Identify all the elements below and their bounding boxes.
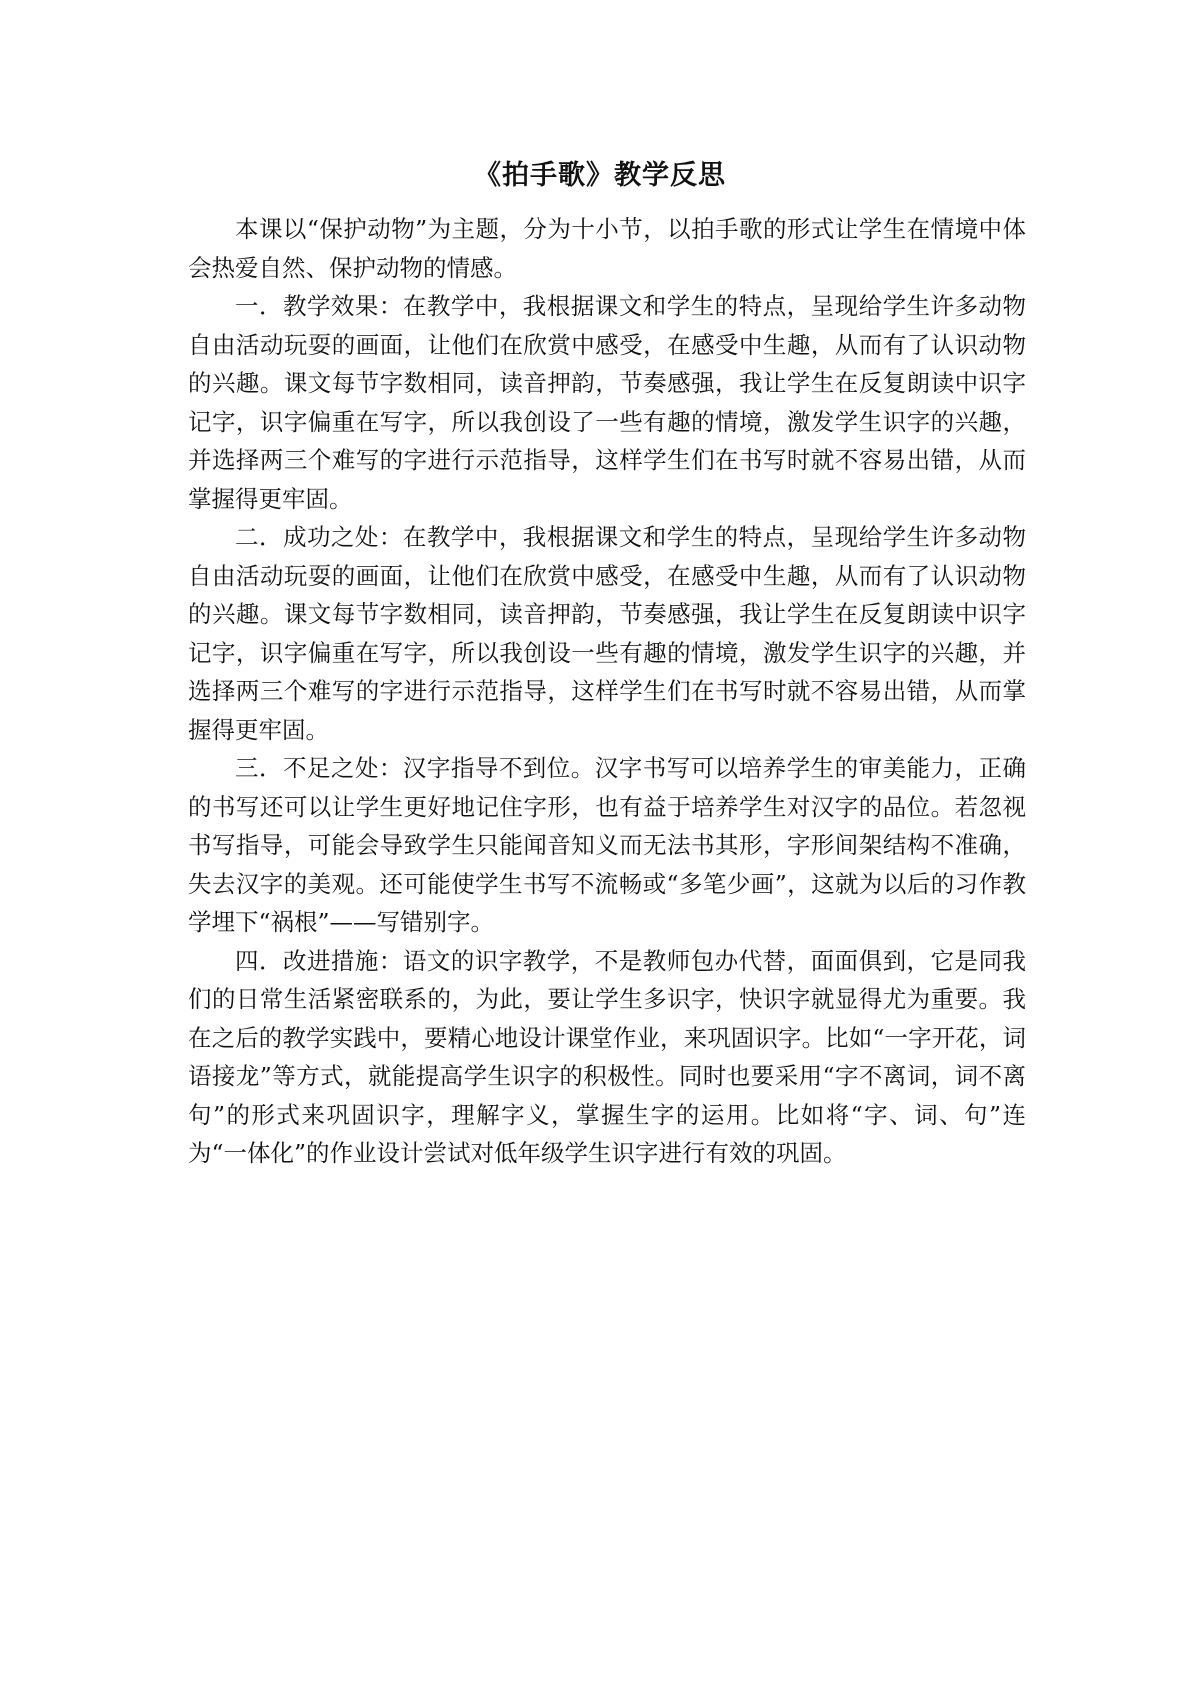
document-body bbox=[188, 210, 1026, 1173]
paragraph-teaching-effect: 一．教学效果：在教学中，我根据课文和学生的特点，呈现给学生许多动物自由活动玩耍的画面，让他们在欣赏中感受，在感受中生趣，从而有了认识动物的兴趣。课文每节字数相同，读音押韵，节奏感强，我让学生在反复朗读中识字记字，识字偏重在写字，所以我创设了一些有趣的情境，激发学生识字的兴趣，并选择两三个难写的字进行示范指导，这样学生们在书写时就不容易出错，从而掌握得更牢固。 bbox=[188, 292, 1026, 513]
page-title: 《拍手歌》教学反思 bbox=[474, 160, 726, 191]
paragraph-improvements: 四．改进措施：语文的识字教学，不是教师包办代替，面面俱到，它是同我们的日常生活紧密联系的，为此，要让学生多识字，快识字就显得尤为重要。我在之后的教学实践中，要精心地设计课堂作业，来巩固识字。比如“一字开花，词语接龙”等方式，就能提高学生识字的积极性。同时也要采用“字不离词，词不离句”的形式来巩固识字，理解字义，掌握生字的运用。比如将“字、词、句”连为“一体化”的作业设计尝试对低年级学生识字进行有效的巩固。 bbox=[188, 946, 1026, 1167]
paragraph-shortcomings: 三．不足之处：汉字指导不到位。汉字书写可以培养学生的审美能力，正确的书写还可以让学生更好地记住字形，也有益于培养学生对汉字的品位。若忽视书写指导，可能会导致学生只能闻音知义而无法书其形，字形间架结构不准确，失去汉字的美观。还可能使学生书写不流畅或“多笔少画”，这就为以后的习作教学埋下“祸根”——写错别字。 bbox=[188, 754, 1026, 936]
paragraph-successes: 二．成功之处：在教学中，我根据课文和学生的特点，呈现给学生许多动物自由活动玩耍的画面，让他们在欣赏中感受，在感受中生趣，从而有了认识动物的兴趣。课文每节字数相同，读音押韵，节奏感强，我让学生在反复朗读中识字记字，识字偏重在写字，所以我创设一些有趣的情境，激发学生识字的兴趣，并选择两三个难写的字进行示范指导，这样学生们在书写时就不容易出错，从而掌握得更牢固。 bbox=[188, 523, 1026, 744]
paragraph-intro: 本课以“保护动物”为主题，分为十小节，以拍手歌的形式让学生在情境中体会热爱自然、保护动物的情感。 bbox=[188, 215, 1026, 282]
